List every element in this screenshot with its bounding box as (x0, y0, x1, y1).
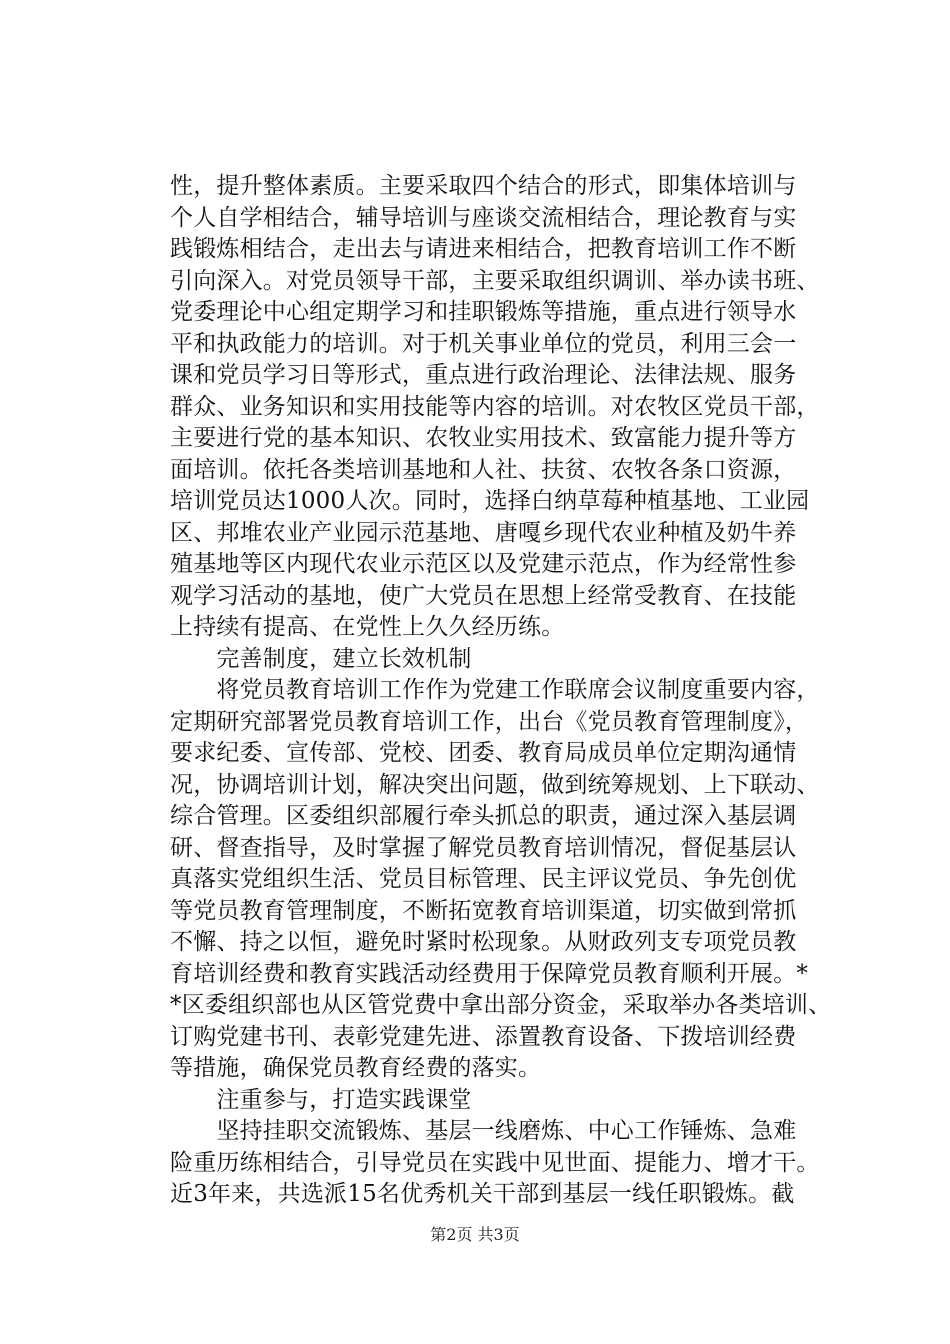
text-line: 区、邦堆农业产业园示范基地、唐嘎乡现代农业种植及奶牛养 (170, 519, 797, 546)
text-line: 殖基地等区内现代农业示范区以及党建示范点，作为经常性参 (170, 551, 797, 577)
text-line: 面培训。依托各类培训基地和人社、扶贫、农牧各条口资源， (170, 456, 797, 483)
text-line: 培训党员达1000人次。同时，选择白纳草莓种植基地、工业园 (170, 488, 810, 514)
text-line: 育培训经费和教育实践活动经费用于保障党员教育顺利开展。* (170, 960, 809, 987)
text-line: 注重参与，打造实践课堂 (170, 1086, 472, 1113)
text-line: 要求纪委、宣传部、党校、团委、教育局成员单位定期沟通情 (170, 740, 797, 766)
text-line: 践锻炼相结合，走出去与请进来相结合，把教育培训工作不断 (170, 236, 797, 262)
text-line: 个人自学相结合，辅导培训与座谈交流相结合，理论教育与实 (170, 204, 797, 231)
text-line: 险重历练相结合，引导党员在实践中见世面、提能力、增才干。 (170, 1149, 820, 1176)
text-line: 订购党建书刊、表彰党建先进、添置教育设备、下拨培训经费 (170, 1023, 797, 1050)
text-line: 上持续有提高、在党性上久久经历练。 (170, 614, 565, 640)
text-line: 平和执政能力的培训。对于机关事业单位的党员，利用三会一 (170, 330, 797, 357)
text-line: *区委组织部也从区管党费中拿出部分资金，采取举办各类培训、 (170, 992, 832, 1018)
text-line: 研、督查指导，及时掌握了解党员教育培训情况，督促基层认 (170, 834, 797, 861)
text-line: 群众、业务知识和实用技能等内容的培训。对农牧区党员干部， (170, 393, 820, 420)
text-line: 性，提升整体素质。主要采取四个结合的形式，即集体培训与 (170, 173, 797, 199)
text-line: 党委理论中心组定期学习和挂职锻炼等措施，重点进行领导水 (170, 299, 797, 325)
text-line: 引向深入。对党员领导干部，主要采取组织调训、举办读书班、 (170, 267, 820, 294)
text-line: 近3年来，共选派15名优秀机关干部到基层一线任职锻炼。截 (170, 1181, 795, 1207)
text-line: 完善制度，建立长效机制 (170, 645, 472, 672)
text-line: 不懈、持之以恒，避免时紧时松现象。从财政列支专项党员教 (170, 929, 797, 955)
text-line: 坚持挂职交流锻炼、基层一线磨炼、中心工作锤炼、急难 (170, 1118, 797, 1144)
text-line: 况，协调培训计划，解决突出问题，做到统筹规划、上下联动、 (170, 771, 820, 798)
text-line: 真落实党组织生活、党员目标管理、民主评议党员、争先创优 (170, 866, 797, 892)
body-text (170, 171, 840, 1211)
text-line: 观学习活动的基地，使广大党员在思想上经常受教育、在技能 (170, 582, 797, 609)
text-line: 等党员教育管理制度，不断拓宽教育培训渠道，切实做到常抓 (170, 897, 797, 924)
text-line: 综合管理。区委组织部履行牵头抓总的职责，通过深入基层调 (170, 803, 797, 829)
text-line: 将党员教育培训工作作为党建工作联席会议制度重要内容， (170, 677, 820, 703)
text-line: 定期研究部署党员教育培训工作，出台《党员教育管理制度》， (170, 708, 809, 735)
text-line: 主要进行党的基本知识、农牧业实用技术、致富能力提升等方 (170, 425, 797, 451)
text-line: 课和党员学习日等形式，重点进行政治理论、法律法规、服务 (170, 362, 797, 388)
text-line: 等措施，确保党员教育经费的落实。 (170, 1055, 542, 1081)
page-footer: 第2页 共3页 (430, 1225, 520, 1244)
